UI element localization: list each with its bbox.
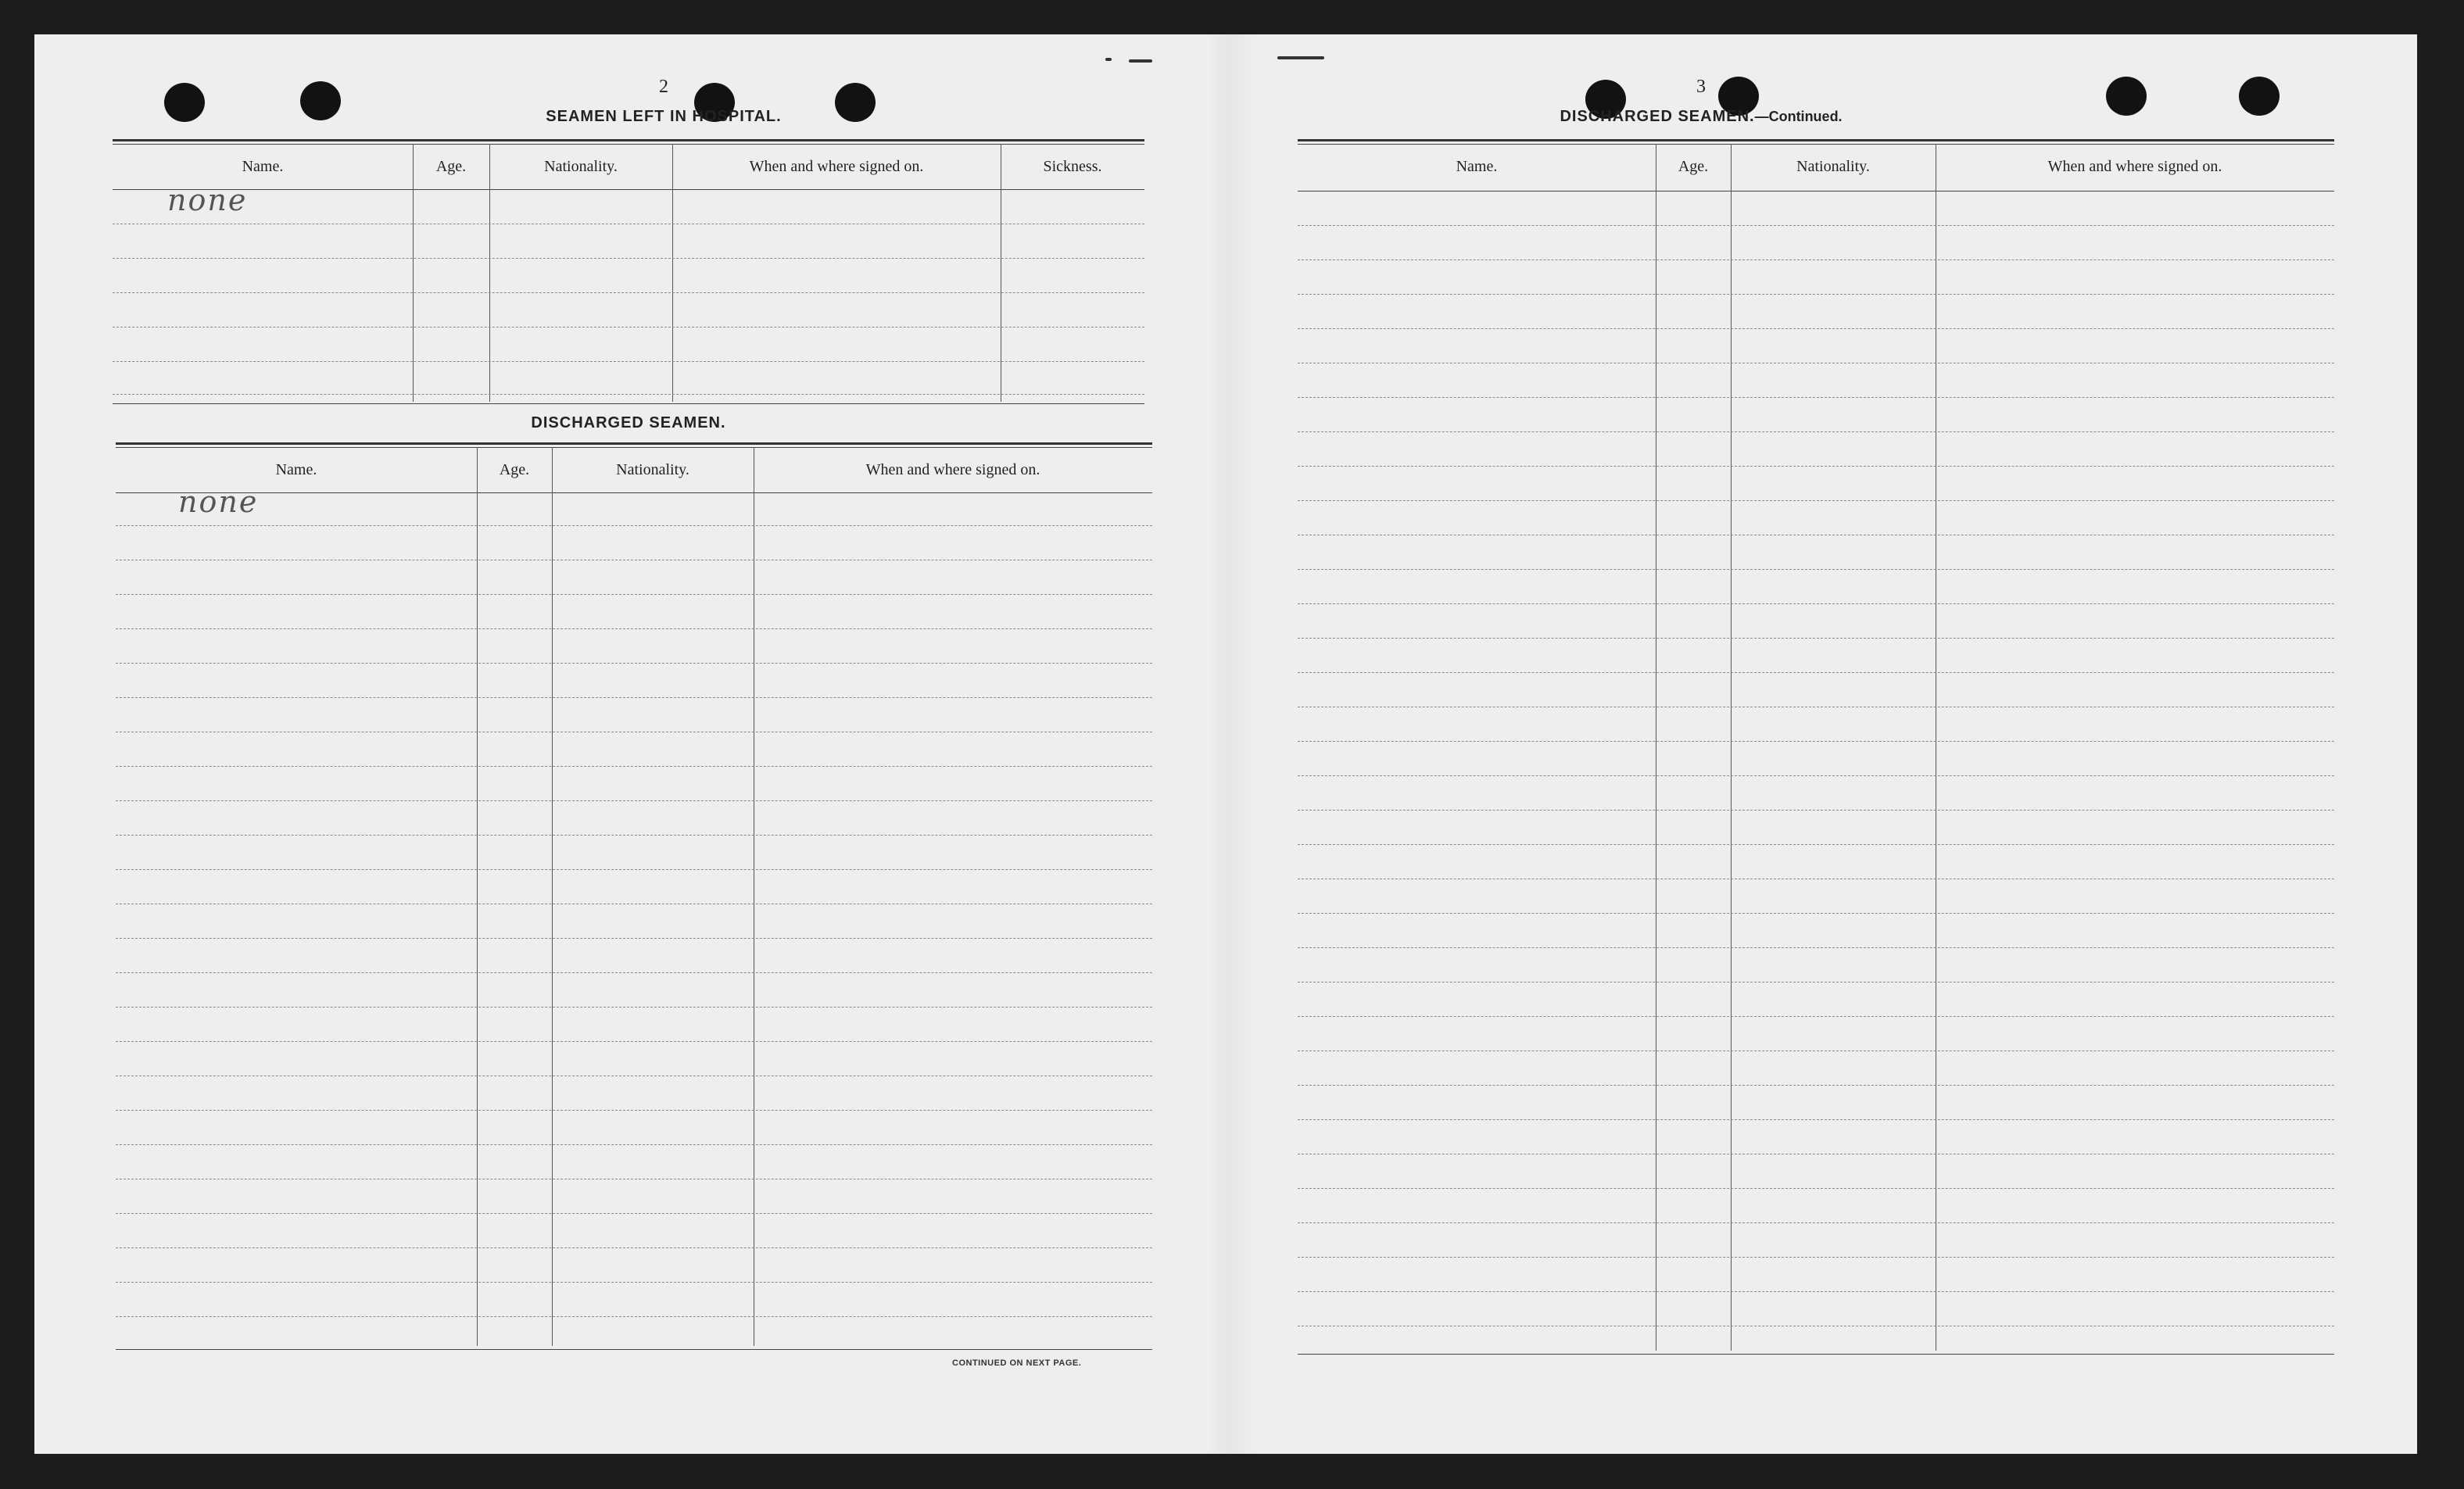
table-row (1298, 328, 2334, 329)
table-row (1298, 947, 2334, 948)
column-header-signed-on: When and where signed on. (865, 461, 1040, 478)
table-row (116, 766, 1152, 767)
table-row (116, 1110, 1152, 1111)
table-row (1298, 741, 2334, 742)
table-row (1298, 672, 2334, 673)
page-fold (1207, 34, 1254, 1454)
table-row (116, 1144, 1152, 1145)
table-row (1298, 638, 2334, 639)
discharged-section-title: DISCHARGED SEAMEN. (531, 414, 726, 431)
table-row (113, 327, 1144, 328)
handwritten-entry: none (167, 183, 248, 217)
table-row (1298, 225, 2334, 226)
discharged-continued-title (1254, 108, 2148, 126)
table-row (1298, 569, 2334, 570)
table-row (116, 1213, 1152, 1214)
table-row (1298, 466, 2334, 467)
table-row (1298, 913, 2334, 914)
table-row (1298, 982, 2334, 983)
handwritten-entry: none (178, 485, 259, 519)
table-row (1298, 603, 2334, 604)
column-header-sickness: Sickness. (1043, 158, 1102, 175)
table-row (1298, 1119, 2334, 1120)
table-row (116, 835, 1152, 836)
column-header-age: Age. (499, 461, 530, 478)
table-row (116, 1041, 1152, 1042)
table-row (116, 525, 1152, 526)
table-row (113, 361, 1144, 362)
column-header-signed-on: When and where signed on. (749, 158, 924, 175)
continued-footer: CONTINUED ON NEXT PAGE. (952, 1358, 1082, 1368)
table-row (1298, 1085, 2334, 1086)
table-row (1298, 1222, 2334, 1223)
table-row (113, 292, 1144, 293)
table-row (1298, 844, 2334, 845)
table-row (116, 628, 1152, 629)
hospital-section-title: SEAMEN LEFT IN HOSPITAL. (546, 108, 782, 125)
table-row (1298, 810, 2334, 811)
column-header-name: Name. (275, 461, 317, 478)
column-header-signed-on: When and where signed on. (2047, 158, 2222, 175)
table-row (1298, 1188, 2334, 1189)
table-row (1298, 397, 2334, 398)
table-row (1298, 1257, 2334, 1258)
table-row (113, 394, 1144, 395)
table-row (116, 938, 1152, 939)
scanned-sheet (34, 34, 2417, 1454)
column-header-age: Age. (435, 158, 467, 175)
table-row (1298, 1291, 2334, 1292)
column-header-nationality: Nationality. (544, 158, 618, 175)
hospital-table (113, 139, 1144, 444)
title-main: DISCHARGED SEAMEN. (1560, 108, 1755, 125)
table-row (116, 972, 1152, 973)
right-page (1254, 34, 2417, 1454)
page-number: 2 (659, 77, 668, 97)
table-row (116, 1007, 1152, 1008)
table-row (116, 1247, 1152, 1248)
discharged-continued-table (1298, 139, 2334, 1390)
discharged-table (116, 442, 1152, 1388)
table-row (116, 869, 1152, 870)
table-row (113, 258, 1144, 259)
table-row (1298, 431, 2334, 432)
table-row (116, 1282, 1152, 1283)
table-row (1298, 775, 2334, 776)
column-header-name: Name. (242, 158, 284, 175)
column-header-name: Name. (1456, 158, 1498, 175)
page-number: 3 (1696, 77, 1706, 97)
table-row (116, 1316, 1152, 1317)
table-row (116, 800, 1152, 801)
table-row (1298, 1016, 2334, 1017)
table-row (1298, 294, 2334, 295)
title-suffix: —Continued. (1754, 109, 1843, 124)
table-row (116, 663, 1152, 664)
table-row (116, 697, 1152, 698)
table-row (1298, 500, 2334, 501)
column-header-nationality: Nationality. (1796, 158, 1870, 175)
column-header-age: Age. (1678, 158, 1709, 175)
left-page (34, 34, 1207, 1454)
table-row (116, 594, 1152, 595)
column-header-nationality: Nationality. (616, 461, 689, 478)
